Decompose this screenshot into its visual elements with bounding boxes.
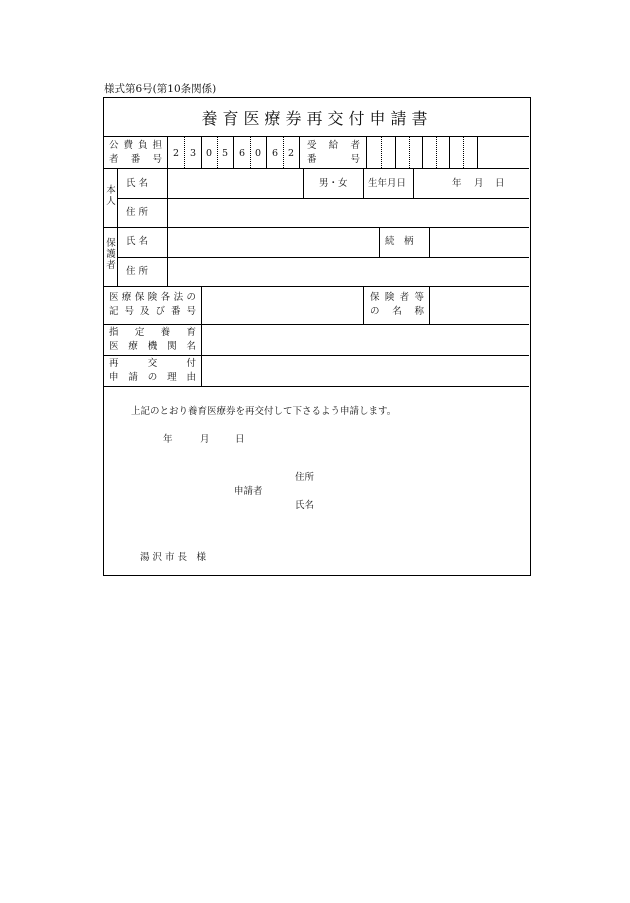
- payer-digit: 6: [271, 148, 279, 159]
- payer-digit: 0: [254, 148, 262, 159]
- rule-insurance: [104, 324, 529, 325]
- statement-text: 上記のとおり養育医療券を再交付して下さるよう申請します。: [131, 406, 397, 417]
- birthdate-divider: [363, 168, 364, 198]
- digit-sep: [436, 136, 437, 168]
- address-label: 住 所: [126, 207, 149, 218]
- applicant-name-label: 氏名: [295, 500, 315, 511]
- relationship-value-divider: [429, 227, 430, 257]
- label-divider: [167, 168, 168, 286]
- guardian-name-label: 氏 名: [126, 236, 149, 247]
- digit-sep: [463, 136, 464, 168]
- relationship-label: 続 柄: [385, 236, 414, 247]
- birthdate-day: 日: [495, 178, 505, 189]
- payer-digit: 2: [172, 148, 180, 159]
- digit-sep: [409, 136, 410, 168]
- recipient-divider: [366, 136, 367, 168]
- recipient-label-2: 番 号: [307, 154, 360, 165]
- reason-label: 再 交 付: [109, 358, 196, 369]
- rule-guardian-mid: [117, 257, 529, 258]
- rule-reason: [104, 386, 529, 387]
- sex-divider: [303, 168, 304, 198]
- name-label: 氏 名: [126, 178, 149, 189]
- birthdate-value-divider: [413, 168, 414, 198]
- digit-sep: [395, 136, 396, 168]
- rule-honnin-mid: [117, 198, 529, 199]
- public-payer-label-2: 者 番 号: [109, 154, 162, 165]
- payer-digit: 2: [287, 148, 295, 159]
- guardian-label: 保護者: [106, 238, 116, 271]
- sex-options: 男・女: [319, 178, 348, 189]
- insurer-divider: [363, 286, 364, 324]
- applicant-label: 申請者: [234, 486, 263, 497]
- form-caption: 様式第6号(第10条関係): [104, 83, 217, 95]
- honnin-label: 本人: [106, 185, 116, 207]
- payer-digit: 5: [221, 148, 229, 159]
- designated-label-2: 医 療 機 関 名: [109, 341, 196, 352]
- recipient-end: [477, 136, 478, 168]
- payer-digit: 6: [238, 148, 246, 159]
- date-month: 月: [200, 434, 210, 445]
- relationship-divider: [379, 227, 380, 257]
- digit-sep: [381, 136, 382, 168]
- applicant-address-label: 住所: [295, 472, 315, 483]
- side-label-divider: [117, 168, 118, 286]
- digit-sep: [449, 136, 450, 168]
- payer-end: [299, 136, 300, 168]
- lower-label-divider: [201, 286, 202, 386]
- birthdate-month: 月: [474, 178, 484, 189]
- rule-guardian: [104, 286, 529, 287]
- payer-digit: 0: [205, 148, 213, 159]
- birthdate-label: 生年月日: [368, 178, 407, 189]
- birthdate-year: 年: [452, 178, 462, 189]
- date-year: 年: [163, 434, 173, 445]
- insurance-label-2: 記 号 及 び 番 号: [109, 306, 196, 317]
- public-payer-label: 公 費 負 担: [109, 140, 162, 151]
- insurer-label-2: の 名 称: [370, 306, 424, 317]
- recipient-label: 受 給 者: [307, 140, 360, 151]
- digit-sep: [422, 136, 423, 168]
- insurer-value-divider: [429, 286, 430, 324]
- addressee: 湯 沢 市 長 様: [140, 552, 207, 563]
- rule-designated: [104, 355, 529, 356]
- date-day: 日: [235, 434, 245, 445]
- form-title: 養育医療券再交付申請書: [201, 109, 433, 128]
- reason-label-2: 申 請 の 理 由: [109, 372, 196, 383]
- insurer-label: 保 険 者 等: [370, 292, 424, 303]
- guardian-address-label: 住 所: [126, 266, 149, 277]
- insurance-label: 医療保険各法の: [109, 292, 196, 303]
- designated-label: 指 定 養 育: [109, 327, 196, 338]
- payer-digit: 3: [189, 148, 197, 159]
- application-form: [103, 97, 531, 576]
